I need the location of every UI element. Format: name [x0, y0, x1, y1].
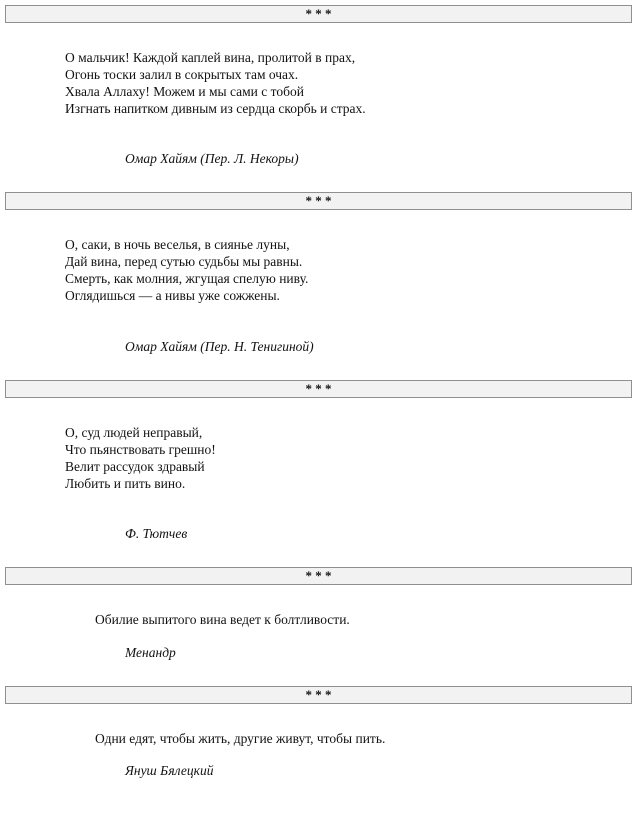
poem-text	[65, 424, 216, 492]
poem-line: Велит рассудок здравый	[65, 459, 205, 474]
section-separator: * * *	[5, 686, 632, 704]
section-separator: * * *	[5, 192, 632, 210]
poem-text	[65, 236, 308, 304]
poem-author: Омар Хайям (Пер. Л. Некоры)	[125, 151, 299, 166]
section-separator: * * *	[5, 567, 632, 585]
poem-text	[65, 49, 366, 117]
poem-author: Ф. Тютчев	[125, 526, 188, 541]
poem-line: Оглядишься — а нивы уже сожжены.	[65, 288, 280, 303]
poem-line: Дай вина, перед сутью судьбы мы равны.	[65, 254, 303, 269]
section-separator: * * *	[5, 380, 632, 398]
quote-text: Одни едят, чтобы жить, другие живут, чтобы пить.	[95, 731, 386, 746]
poem-author: Омар Хайям (Пер. Н. Тенигиной)	[125, 339, 314, 354]
quote-author: Менандр	[125, 645, 176, 660]
poem-line: О мальчик! Каждой каплей вина, пролитой в прах,	[65, 50, 356, 65]
quote-author: Януш Бялецкий	[125, 763, 214, 778]
poem-line: Смерть, как молния, жгущая спелую ниву.	[65, 271, 309, 286]
quote-text: Обилие выпитого вина ведет к болтливости.	[95, 612, 350, 627]
poem-line: Изгнать напитком дивным из сердца скорбь и страх.	[65, 101, 366, 116]
poem-line: Любить и пить вино.	[65, 476, 186, 491]
poem-line: О, саки, в ночь веселья, в сиянье луны,	[65, 237, 290, 252]
section-separator: * * *	[5, 5, 632, 23]
poem-line: Хвала Аллаху! Можем и мы сами с тобой	[65, 84, 304, 99]
poem-line: Что пьянствовать грешно!	[65, 442, 216, 457]
poem-line: Огонь тоски залил в сокрытых там очах.	[65, 67, 299, 82]
poem-line: О, суд людей неправый,	[65, 425, 203, 440]
